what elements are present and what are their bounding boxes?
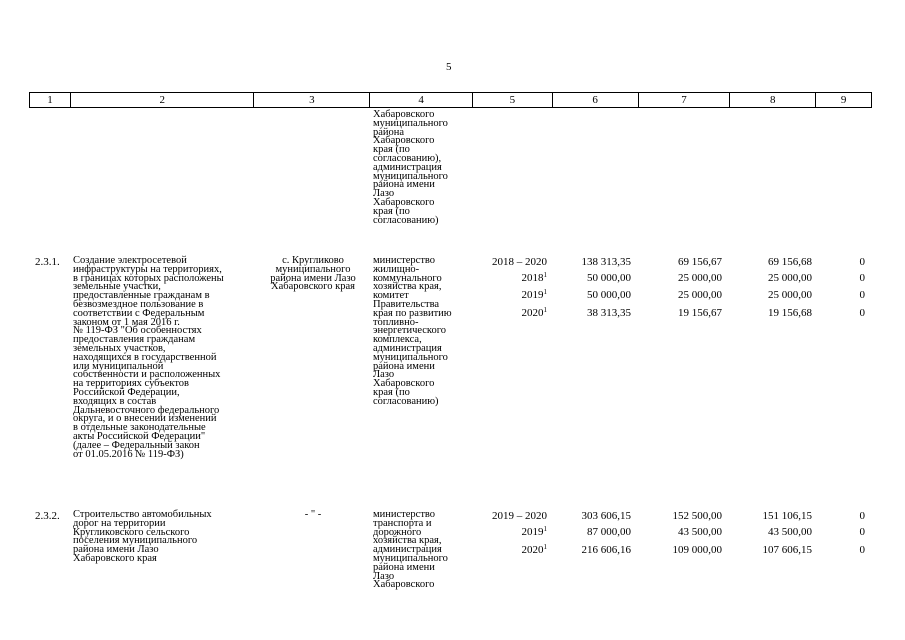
- period-label: 2019 – 2020: [492, 510, 547, 522]
- cell-col8: 25 000,00: [768, 289, 812, 301]
- period-footnote: 1: [543, 288, 547, 296]
- row-period: [492, 256, 547, 268]
- row-measure-name: Создание электросетевой инфраструктуры на территориях, в границах которых расположены земельные участки, предоставленные гражданам в безвозмездное пользование в соответствии с Федеральным законом от 1 мая 2016 г. № 119-ФЗ "Об особенностях предоставления гражданам земельных участков, находящихся в государственной или муниципальной собственности и расположенных на территориях субъектов Российской Федерации, входящих в состав Дальневосточного федерального округа, и о внесении изменений в отдельные законодательные акты Российской Федерации" (далее – Федеральный закон от 01.05.2016 № 119-ФЗ): [73, 255, 224, 460]
- row-executors: министерство транспорта и дорожного хозяйства края, администрация муниципального района имени Лазо Хабаровского: [373, 509, 448, 591]
- header-col-9: 9: [840, 94, 847, 106]
- row-location: с. Кругликово муниципального района имени Лазо Хабаровского края: [270, 255, 356, 293]
- cell-col9: 0: [859, 256, 865, 268]
- cell-col9: 0: [859, 272, 865, 284]
- cell-col7: 152 500,00: [672, 510, 722, 522]
- row-period: [522, 307, 548, 319]
- period-label: 2019: [521, 526, 544, 538]
- cell-col7: 109 000,00: [672, 544, 722, 556]
- row-index: 2.3.1.: [35, 256, 60, 268]
- period-footnote: 1: [543, 271, 547, 279]
- cell-total: 38 313,35: [587, 307, 631, 319]
- continued-executors: Хабаровского муниципального района Хабаровского края (по согласованию), администрация муниципального района имени Лазо Хабаровского края (по согласованию): [373, 109, 448, 226]
- cell-total: 303 606,15: [581, 510, 631, 522]
- header-col-1: 1: [30, 93, 71, 107]
- cell-col7: 19 156,67: [678, 307, 722, 319]
- table-header-row: [29, 92, 872, 108]
- cell-col8: 151 106,15: [762, 510, 812, 522]
- period-footnote: 1: [543, 306, 547, 314]
- period-footnote: 1: [543, 543, 547, 551]
- cell-col8: 19 156,68: [768, 307, 812, 319]
- period-label: 2018 – 2020: [492, 256, 547, 268]
- period-label: 2018: [521, 272, 544, 284]
- cell-col8: 43 500,00: [768, 526, 812, 538]
- row-location: - " -: [304, 509, 322, 520]
- cell-col7: 25 000,00: [678, 289, 722, 301]
- header-col-8: 8: [730, 93, 816, 107]
- cell-col9: 0: [859, 526, 865, 538]
- row-period: [522, 544, 548, 556]
- period-label: 2020: [521, 307, 544, 319]
- cell-col9: 0: [859, 289, 865, 301]
- period-footnote: 1: [543, 525, 547, 533]
- row-executors: министерство жилищно- коммунального хозяйства края, комитет Правительства края по развитию топливно- энергетического комплекса, администрация муниципального района имени Лазо Хабаровского края (по согласованию): [373, 255, 452, 407]
- row-index: 2.3.2.: [35, 510, 60, 522]
- row-period: [522, 289, 548, 301]
- cell-total: 50 000,00: [587, 272, 631, 284]
- cell-total: 50 000,00: [587, 289, 631, 301]
- cell-col7: 69 156,67: [678, 256, 722, 268]
- cell-col8: 69 156,68: [768, 256, 812, 268]
- cell-total: 87 000,00: [587, 526, 631, 538]
- page-number: 5: [446, 61, 452, 73]
- cell-col9: 0: [859, 544, 865, 556]
- cell-col7: 25 000,00: [678, 272, 722, 284]
- cell-total: 138 313,35: [581, 256, 631, 268]
- row-measure-name: Строительство автомобильных дорог на территории Кругликовского сельского поселения муниципального района имени Лазо Хабаровского края: [73, 509, 212, 564]
- header-col-2: 2: [71, 93, 255, 107]
- row-period: [522, 526, 548, 538]
- header-col-6: 6: [553, 93, 639, 107]
- header-col-3: 3: [254, 93, 370, 107]
- header-col-4: 4: [370, 93, 473, 107]
- cell-col8: 107 606,15: [762, 544, 812, 556]
- header-col-7: 7: [639, 93, 731, 107]
- row-period: [492, 510, 547, 522]
- cell-total: 216 606,16: [581, 544, 631, 556]
- cell-col7: 43 500,00: [678, 526, 722, 538]
- cell-col8: 25 000,00: [768, 272, 812, 284]
- period-label: 2020: [521, 544, 544, 556]
- header-col-5: 5: [473, 93, 553, 107]
- cell-col9: 0: [859, 307, 865, 319]
- period-label: 2019: [521, 289, 544, 301]
- row-period: [522, 272, 548, 284]
- cell-col9: 0: [859, 510, 865, 522]
